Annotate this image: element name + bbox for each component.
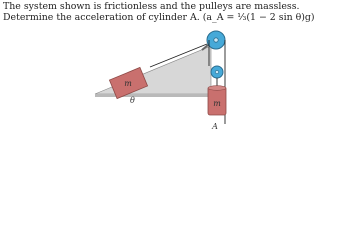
- cylinder-label: m: [213, 99, 221, 108]
- incline-shadow: [95, 94, 211, 97]
- top-pulley-hub: [214, 38, 218, 42]
- cylinder-name-label: A: [212, 122, 218, 131]
- problem-text: The system shown is frictionless and the pulleys are massless. Determine the acceleration of cylinder A.: [3, 1, 300, 23]
- block-label: m: [124, 79, 132, 88]
- cylinder-group: [208, 86, 226, 115]
- cylinder-top: [208, 86, 226, 91]
- lower-pulley-hub: [215, 70, 218, 73]
- angle-label: θ: [130, 96, 135, 105]
- answer-text: (a_A = ⅓(1 − 2 sin θ)g): [202, 12, 315, 23]
